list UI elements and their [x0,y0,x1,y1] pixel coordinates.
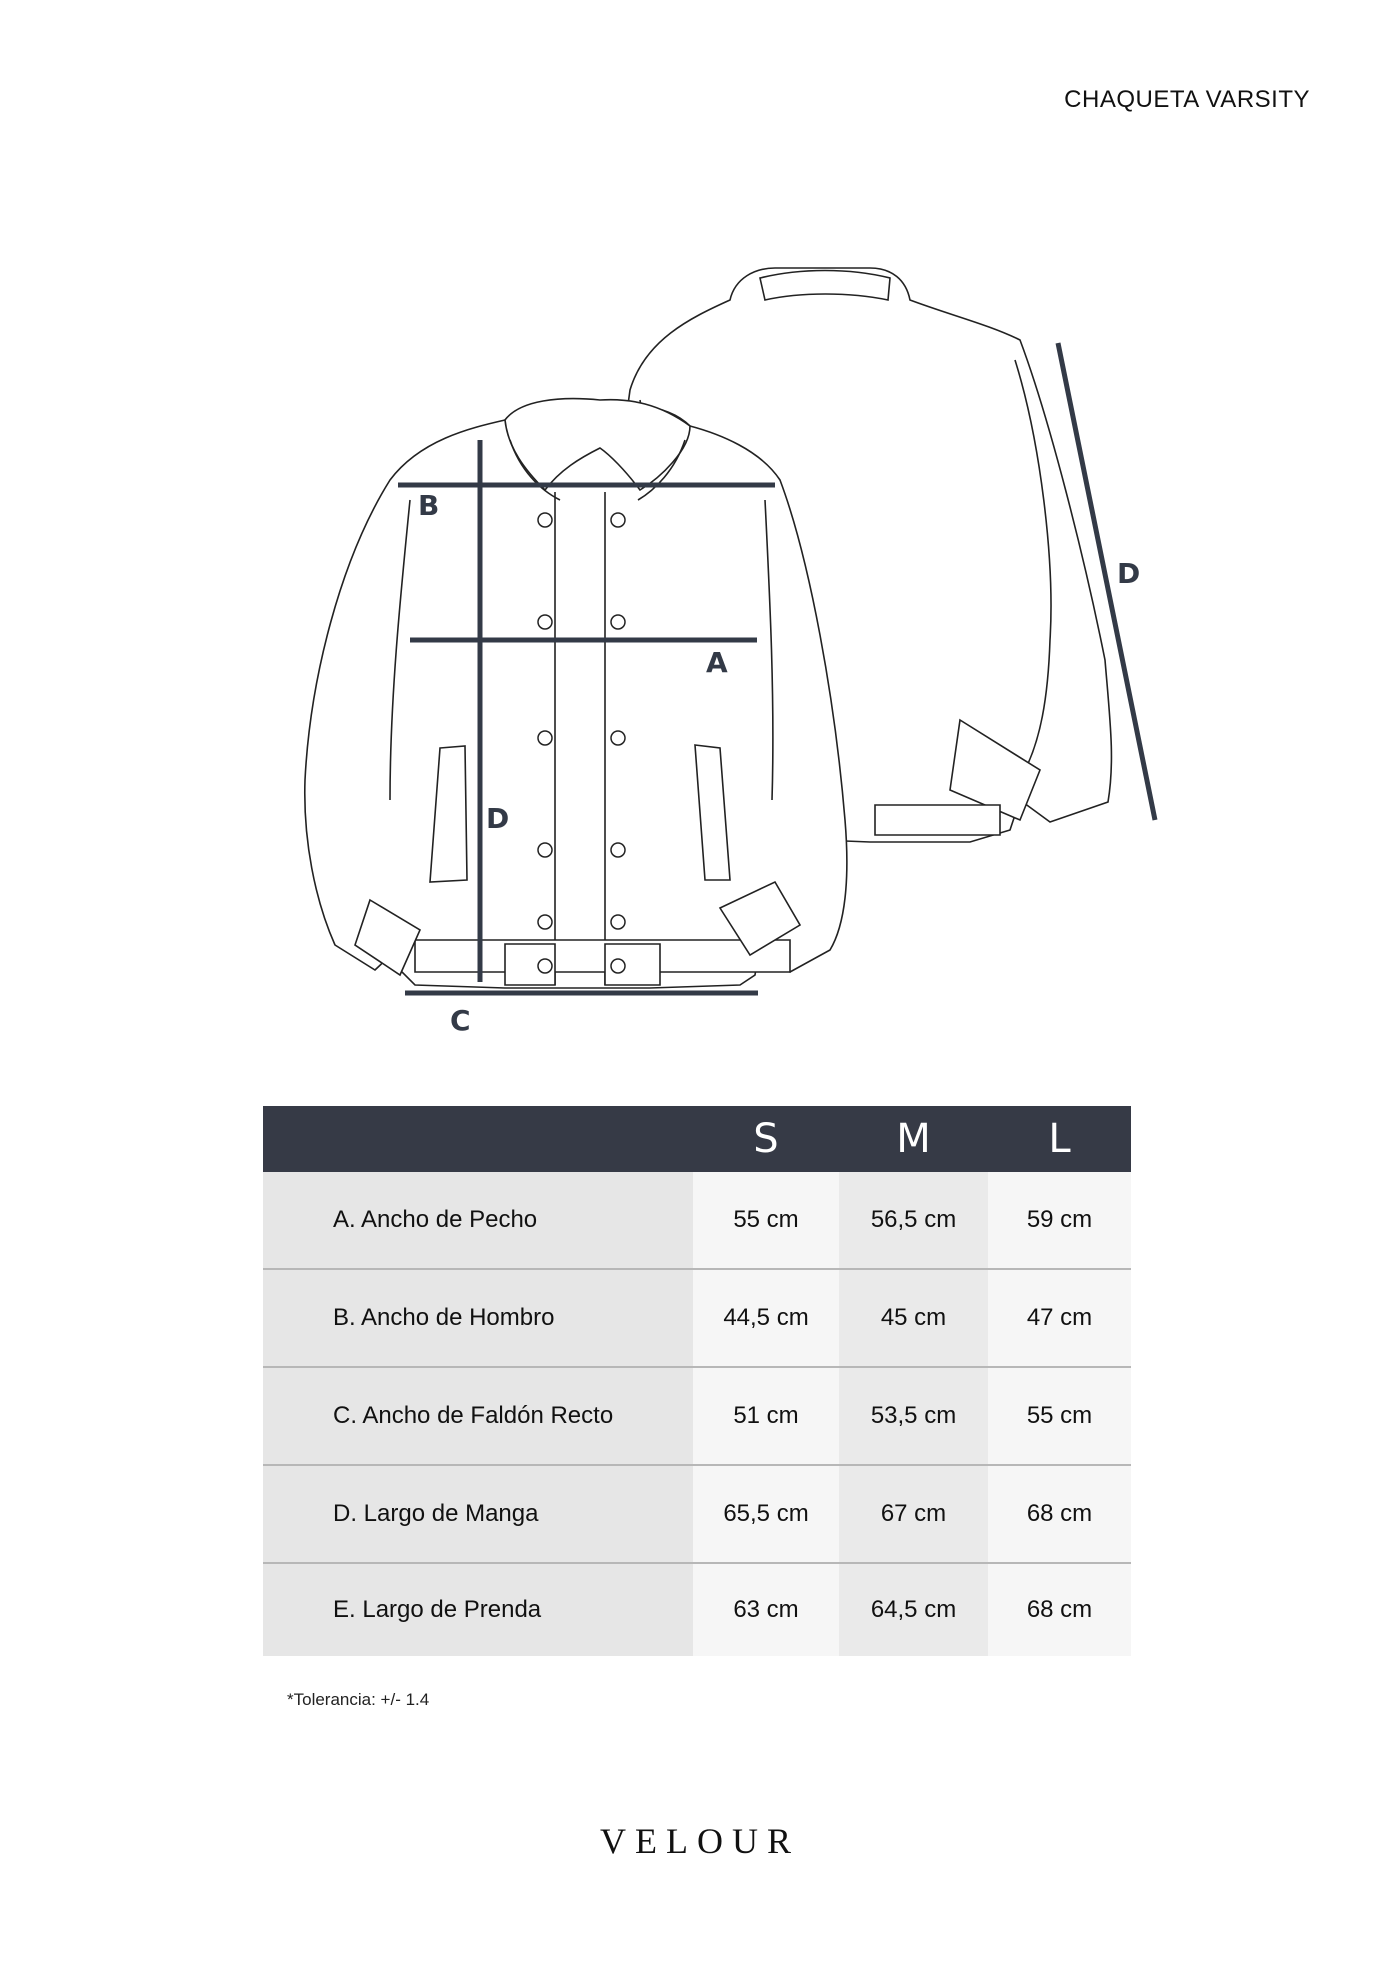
value-l: 68 cm [988,1564,1131,1656]
size-table [263,1106,1131,1656]
header-name-cell [263,1106,693,1172]
row-label: D. Largo de Manga [263,1466,693,1562]
table-row [263,1172,1131,1270]
value-m: 67 cm [839,1466,988,1562]
value-m: 64,5 cm [839,1564,988,1656]
header-size-s: S [753,1116,779,1162]
header-size-l: L [1048,1116,1071,1162]
value-l: 47 cm [988,1270,1131,1366]
value-s: 65,5 cm [693,1466,839,1562]
label-a: A [706,646,728,679]
value-l: 68 cm [988,1466,1131,1562]
table-row [263,1564,1131,1656]
label-d-front: D [486,802,510,835]
label-d-back: D [1117,557,1141,590]
row-label: B. Ancho de Hombro [263,1270,693,1366]
value-s: 44,5 cm [693,1270,839,1366]
row-label: C. Ancho de Faldón Recto [263,1368,693,1464]
value-s: 55 cm [693,1172,839,1268]
table-row [263,1270,1131,1368]
value-l: 59 cm [988,1172,1131,1268]
table-row [263,1466,1131,1564]
value-s: 51 cm [693,1368,839,1464]
document-title: CHAQUETA VARSITY [1064,86,1310,113]
header-size-m: M [896,1116,931,1162]
value-l: 55 cm [988,1368,1131,1464]
row-label: A. Ancho de Pecho [263,1172,693,1268]
brand-logo: VELOUR [600,1821,800,1861]
label-b: B [418,489,440,522]
value-m: 56,5 cm [839,1172,988,1268]
value-m: 53,5 cm [839,1368,988,1464]
table-row [263,1368,1131,1466]
label-c: C [450,1004,471,1037]
size-table-header [263,1106,1131,1172]
row-label: E. Largo de Prenda [263,1564,693,1656]
value-s: 63 cm [693,1564,839,1656]
value-m: 45 cm [839,1270,988,1366]
tolerance-note: *Tolerancia: +/- 1.4 [287,1690,430,1709]
